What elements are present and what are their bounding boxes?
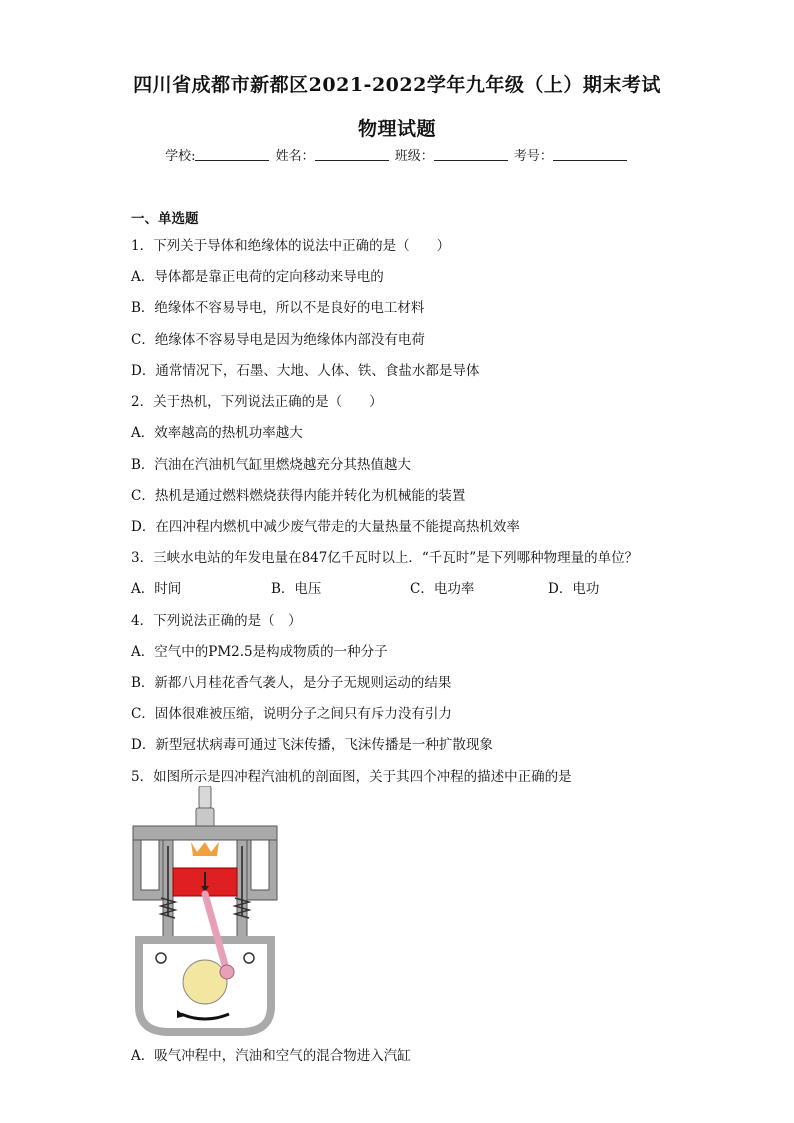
class-field[interactable] bbox=[434, 148, 508, 161]
option-row bbox=[131, 577, 691, 595]
option-item[interactable]: B．新都八月桂花香气袭人，是分子无规则运动的结果 bbox=[131, 675, 452, 691]
option-item[interactable]: A．空气中的PM2.5是构成物质的一种分子 bbox=[131, 644, 388, 660]
number-label: 考号： bbox=[513, 149, 553, 164]
spark-plug bbox=[199, 786, 211, 808]
page-subtitle: 物理试题 bbox=[357, 118, 436, 140]
option-item[interactable]: A．效率越高的热机功率越大 bbox=[131, 425, 303, 441]
cam-left bbox=[156, 953, 166, 963]
option-item[interactable]: B．汽油在汽油机气缸里燃烧越充分其热值越大 bbox=[131, 457, 411, 473]
page-title: 四川省成都市新都区2021-2022学年九年级（上）期末考试 bbox=[133, 74, 661, 96]
option-item[interactable]: C．电功率 bbox=[410, 581, 475, 597]
number-field[interactable] bbox=[553, 148, 627, 161]
option-item[interactable]: B．绝缘体不容易导电，所以不是良好的电工材料 bbox=[131, 300, 425, 316]
option-item[interactable]: C．热机是通过燃料燃烧获得内能并转化为机械能的装置 bbox=[131, 488, 466, 504]
option-item[interactable]: A．导体都是靠正电荷的定向移动来导电的 bbox=[131, 269, 384, 285]
section-heading: 一、单选题 bbox=[131, 211, 199, 227]
flywheel bbox=[183, 960, 227, 1004]
option-item[interactable]: C．固体很难被压缩，说明分子之间只有斥力没有引力 bbox=[131, 706, 452, 722]
question-stem: 5．如图所示是四冲程汽油机的剖面图，关于其四个冲程的描述中正确的是 bbox=[131, 769, 572, 785]
name-label: 姓名： bbox=[275, 149, 315, 164]
class-label: 班级： bbox=[394, 149, 434, 164]
cylinder-head bbox=[133, 826, 277, 840]
student-info-row bbox=[0, 145, 794, 164]
name-field[interactable] bbox=[315, 148, 389, 161]
school-field[interactable] bbox=[195, 148, 269, 161]
question-stem: 2．关于热机，下列说法正确的是（ ） bbox=[131, 394, 383, 410]
school-label: 学校: bbox=[165, 149, 196, 164]
option-item[interactable]: D．新型冠状病毒可通过飞沫传播，飞沫传播是一种扩散现象 bbox=[131, 737, 493, 753]
question-stem: 4．下列说法正确的是（ ） bbox=[131, 613, 302, 629]
question-stem: 1．下列关于导体和绝缘体的说法中正确的是（ ） bbox=[131, 238, 451, 254]
cam-right bbox=[244, 953, 254, 963]
engine-cross-section-figure bbox=[131, 786, 281, 1036]
option-item[interactable]: A．吸气冲程中，汽油和空气的混合物进入汽缸 bbox=[131, 1048, 411, 1064]
option-item[interactable]: D．通常情况下，石墨、大地、人体、铁、食盐水都是导体 bbox=[131, 363, 480, 379]
question-stem: 3．三峡水电站的年发电量在847亿千瓦时以上．“千瓦时”是下列哪种物理量的单位？ bbox=[131, 550, 639, 566]
option-item[interactable]: D．电功 bbox=[548, 581, 600, 597]
left-port-channel bbox=[141, 840, 159, 890]
right-port-channel bbox=[251, 840, 269, 890]
spark-burst bbox=[191, 842, 219, 856]
option-item[interactable]: B．电压 bbox=[271, 581, 322, 597]
crank-pin bbox=[220, 965, 234, 979]
option-item[interactable]: C．绝缘体不容易导电是因为绝缘体内部没有电荷 bbox=[131, 332, 425, 348]
option-item[interactable]: A．时间 bbox=[131, 581, 182, 597]
option-item[interactable]: D．在四冲程内燃机中减少废气带走的大量热量不能提高热机效率 bbox=[131, 519, 520, 535]
